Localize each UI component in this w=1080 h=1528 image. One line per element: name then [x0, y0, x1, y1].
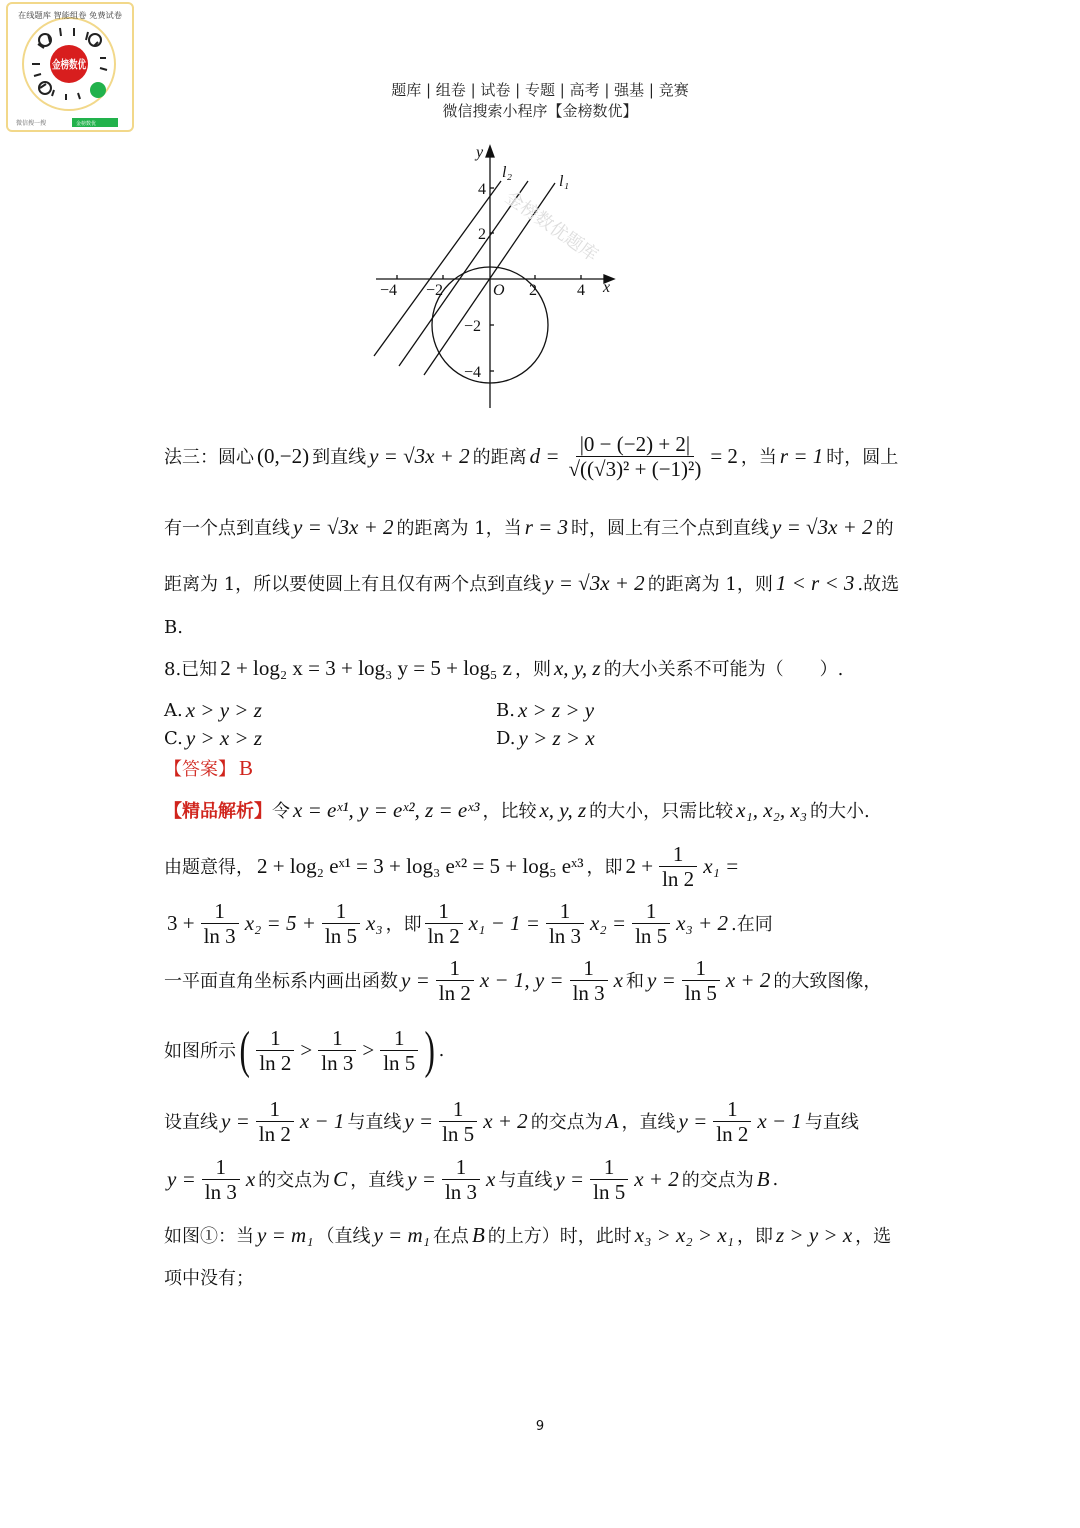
math: y = √3x + 2	[544, 570, 645, 595]
text: √((√3)² + (−1)²)	[568, 456, 702, 481]
text: （直线	[316, 1226, 371, 1247]
math: >	[300, 1037, 313, 1062]
left-paren: (	[239, 1021, 250, 1079]
math: x + 2	[634, 1166, 679, 1191]
math: x₃	[366, 910, 383, 935]
fraction	[255, 1097, 295, 1146]
analysis-line4	[164, 950, 881, 1010]
math: x	[245, 1166, 256, 1191]
math: x, y, z	[539, 797, 587, 822]
text: ln 5	[383, 1050, 416, 1075]
line-middle	[399, 181, 528, 366]
text: ln 2	[427, 923, 460, 948]
math: x > z > y	[517, 697, 595, 722]
fraction	[545, 899, 585, 948]
text: 和	[626, 971, 644, 992]
text: 与直线	[498, 1170, 553, 1191]
text: 的大小.	[810, 801, 870, 822]
text: 1	[632, 899, 670, 924]
y-tick: −2	[464, 318, 482, 335]
text: ln 5	[442, 1121, 475, 1146]
text: ln 2	[716, 1121, 749, 1146]
analysis-line3	[164, 893, 773, 953]
fraction	[569, 956, 609, 1005]
page-number: 9	[535, 1419, 545, 1434]
text: 1	[256, 1097, 294, 1122]
fraction	[681, 956, 721, 1005]
math: A	[605, 1108, 619, 1133]
text: 1	[436, 956, 474, 981]
text: 的大小关系不可能为（ ）.	[603, 659, 844, 680]
text: ln 5	[684, 980, 717, 1005]
text: 的大致图像，	[773, 971, 882, 992]
line-l2	[374, 181, 501, 356]
text: .	[772, 1168, 779, 1190]
math: 1 < r < 3	[775, 570, 855, 595]
fraction	[200, 899, 240, 948]
text: 与直线	[804, 1112, 859, 1133]
text: 的	[875, 518, 894, 539]
option-d	[496, 708, 598, 768]
math: x₃ > x₂ > x₁	[634, 1222, 734, 1247]
math: y = √3x + 2	[293, 514, 394, 539]
text	[374, 146, 614, 408]
math: y > z > x	[518, 725, 595, 750]
analysis-line5	[164, 1020, 444, 1080]
math: x₁ =	[703, 853, 740, 878]
fraction	[321, 899, 361, 948]
header-links: 题库 | 组卷 | 试卷 | 专题 | 高考 | 强基 | 竞赛	[391, 81, 689, 99]
text: ，即	[736, 1226, 773, 1247]
math: = 2	[710, 443, 738, 468]
text: 1	[442, 1155, 480, 1180]
math: >	[362, 1037, 375, 1062]
math: y =	[647, 967, 676, 992]
text: 1	[380, 1026, 418, 1051]
math: B	[756, 1166, 770, 1191]
text: 如图所示	[164, 1041, 236, 1062]
analysis-line8	[164, 1205, 891, 1265]
x-tick: −2	[426, 282, 444, 299]
text: 法三：圆心	[164, 447, 254, 468]
l2-label: l₂	[502, 164, 513, 181]
math: x	[486, 1166, 496, 1191]
analysis-line6	[164, 1091, 859, 1151]
text: ln 2	[258, 1121, 291, 1146]
fraction	[631, 899, 671, 948]
text: 设直线	[164, 1112, 218, 1133]
math: x − 1	[757, 1108, 802, 1133]
math: z > y > x	[775, 1222, 853, 1247]
math: 2 + log₂ eˣ¹ = 3 + log₃ eˣ² = 5 + log₅ eˣ³	[257, 853, 584, 878]
text: 令	[272, 801, 290, 822]
y-axis-arrow	[486, 146, 494, 157]
math: y =	[401, 967, 430, 992]
math: r = 1	[779, 443, 824, 468]
analysis-line2	[164, 836, 742, 896]
math: 2 + log₂ x = 3 + log₃ y = 5 + log₅ z	[220, 655, 512, 680]
math: x = eˣ¹, y = eˣ², z = eˣ³	[293, 797, 480, 822]
fraction	[589, 1155, 629, 1204]
x-axis-label: x	[603, 279, 611, 296]
text: ln 5	[635, 923, 668, 948]
math: y = m₁	[257, 1222, 314, 1247]
x-tick: 2	[529, 282, 537, 299]
math: y = √3x + 2	[369, 443, 470, 468]
text: 【答案】	[164, 759, 236, 780]
text: 与直线	[347, 1112, 402, 1133]
header-subtitle: 微信搜索小程序【金榜数优】	[442, 102, 638, 120]
text: 的距离	[472, 447, 527, 468]
text: ，当	[740, 447, 777, 468]
text: 1	[713, 1097, 751, 1122]
fraction	[441, 1155, 481, 1204]
text: 1	[570, 956, 608, 981]
math: y > x > z	[185, 725, 263, 750]
text: 的交点为	[681, 1170, 754, 1191]
math: x₁, x₂, x₃	[736, 797, 807, 822]
text: 如图①：当	[164, 1226, 254, 1247]
text: C.	[164, 727, 183, 749]
math: y = √3x + 2	[772, 514, 873, 539]
logo-search-box: 金榜数优	[76, 121, 97, 127]
circle-lines-graph	[0, 0, 1080, 420]
fraction	[712, 1097, 752, 1146]
text: ln 3	[548, 923, 582, 948]
math: y =	[167, 1166, 196, 1191]
text: 的大小，只需比较	[589, 801, 734, 822]
text: 1	[439, 1097, 477, 1122]
text: .在同	[730, 914, 773, 935]
math: x	[613, 967, 623, 992]
distance-fraction	[565, 432, 706, 481]
text: 8.已知	[164, 659, 218, 680]
text: 时，圆上有三个点到直线	[571, 518, 770, 539]
y-axis-label: y	[476, 144, 484, 161]
math: y = m₁	[373, 1222, 430, 1247]
text: 时，圆上	[826, 447, 899, 468]
text: 1	[682, 956, 720, 981]
math: x − 1, y =	[479, 967, 564, 992]
text: 1	[202, 1155, 240, 1180]
math: x − 1	[299, 1108, 345, 1133]
method3-line3	[164, 553, 899, 613]
math: y =	[555, 1166, 585, 1191]
analysis-line1	[164, 780, 870, 840]
text: 在点	[432, 1226, 469, 1247]
text: ，即	[385, 914, 422, 935]
text: D.	[496, 727, 516, 749]
method3-line4: B.	[164, 616, 183, 638]
y-tick: 2	[478, 226, 486, 243]
math: 2 +	[625, 853, 654, 878]
method3-line1	[164, 426, 898, 486]
text: 的上方）时，此时	[487, 1226, 632, 1247]
text: 的交点为	[258, 1170, 331, 1191]
math: y =	[221, 1108, 250, 1133]
math: y =	[678, 1108, 708, 1133]
math: x₂ =	[590, 910, 627, 935]
l1-label: l₁	[559, 173, 570, 190]
text: 一平面直角坐标系内画出函数	[164, 971, 398, 992]
math: x + 2	[483, 1108, 528, 1133]
fraction	[317, 1026, 357, 1075]
text: 1	[201, 899, 239, 924]
math: (0,−2)	[257, 443, 310, 468]
fraction	[435, 956, 475, 1005]
fraction	[658, 842, 698, 891]
math: y =	[407, 1166, 436, 1191]
text: ，选	[855, 1226, 892, 1247]
text: 有一个点到直线	[164, 518, 290, 539]
text: A.	[164, 699, 183, 721]
text: ln 3	[572, 980, 605, 1005]
math: x₃ + 2	[676, 910, 728, 935]
fraction	[201, 1155, 241, 1204]
text: 1	[546, 899, 584, 924]
math: x > y > z	[185, 697, 262, 722]
text: 1	[318, 1026, 356, 1051]
math: d =	[529, 443, 560, 468]
text: 1	[256, 1026, 294, 1051]
text: ln 3	[321, 1050, 354, 1075]
origin-label: O	[493, 282, 505, 299]
text: 1	[425, 899, 463, 924]
analysis-line7	[164, 1149, 778, 1209]
analysis-line9: 项中没有；	[164, 1268, 254, 1289]
fraction	[379, 1026, 419, 1075]
text: ln 3	[203, 923, 236, 948]
fraction	[255, 1026, 295, 1075]
watermark: 金榜数优题库	[501, 186, 602, 266]
text: 到直线	[312, 447, 367, 468]
text: ln 3	[204, 1179, 237, 1204]
text: ln 2	[662, 866, 695, 891]
math: y =	[404, 1108, 434, 1133]
method3-line2	[164, 497, 894, 557]
text: ，直线	[350, 1170, 405, 1191]
math: C	[333, 1166, 348, 1191]
text: ln 5	[593, 1179, 626, 1204]
text: 的交点为	[530, 1112, 603, 1133]
text: ，直线	[621, 1112, 676, 1133]
text: 距离为 1，所以要使圆上有且仅有两个点到直线	[164, 574, 542, 595]
text: ln 3	[444, 1179, 478, 1204]
fraction	[438, 1097, 478, 1146]
math: x₁ − 1 =	[468, 910, 540, 935]
math: B	[471, 1222, 485, 1247]
text: ，则	[514, 659, 551, 680]
right-paren: )	[424, 1021, 436, 1079]
text: ln 2	[438, 980, 471, 1005]
text: ，即	[586, 857, 623, 878]
text: ，比较	[482, 801, 537, 822]
math: B	[239, 755, 254, 780]
text: 1	[322, 899, 360, 924]
text: B.	[496, 699, 515, 721]
x-tick: 4	[577, 282, 585, 299]
math: 3 +	[167, 910, 195, 935]
text: 1	[659, 842, 697, 867]
y-tick: 4	[478, 181, 486, 198]
y-tick: −4	[464, 364, 482, 381]
text: |0 − (−2) + 2|	[576, 432, 694, 457]
math: x₂ = 5 +	[244, 910, 316, 935]
math: r = 3	[524, 514, 569, 539]
text: .	[438, 1039, 445, 1061]
text	[380, 144, 610, 381]
text: 的距离为 1，则	[647, 574, 773, 595]
text: 由题意得，	[164, 857, 254, 878]
text: 的距离为 1，当	[396, 518, 522, 539]
logo-center-text: 金榜数优	[52, 58, 96, 71]
logo-ring-text: 在线题库 智能组卷 免费试卷	[18, 11, 120, 20]
analysis-tag: 【精品解析】	[164, 801, 272, 822]
fraction	[424, 899, 464, 948]
text: 1	[590, 1155, 628, 1180]
math: x + 2	[725, 967, 771, 992]
text: ln 2	[259, 1050, 292, 1075]
text: .故选	[857, 574, 900, 595]
logo-search-label: 微信搜一搜	[16, 120, 47, 127]
text: ln 5	[324, 923, 357, 948]
x-tick: −4	[380, 282, 398, 299]
math: x, y, z	[553, 655, 601, 680]
